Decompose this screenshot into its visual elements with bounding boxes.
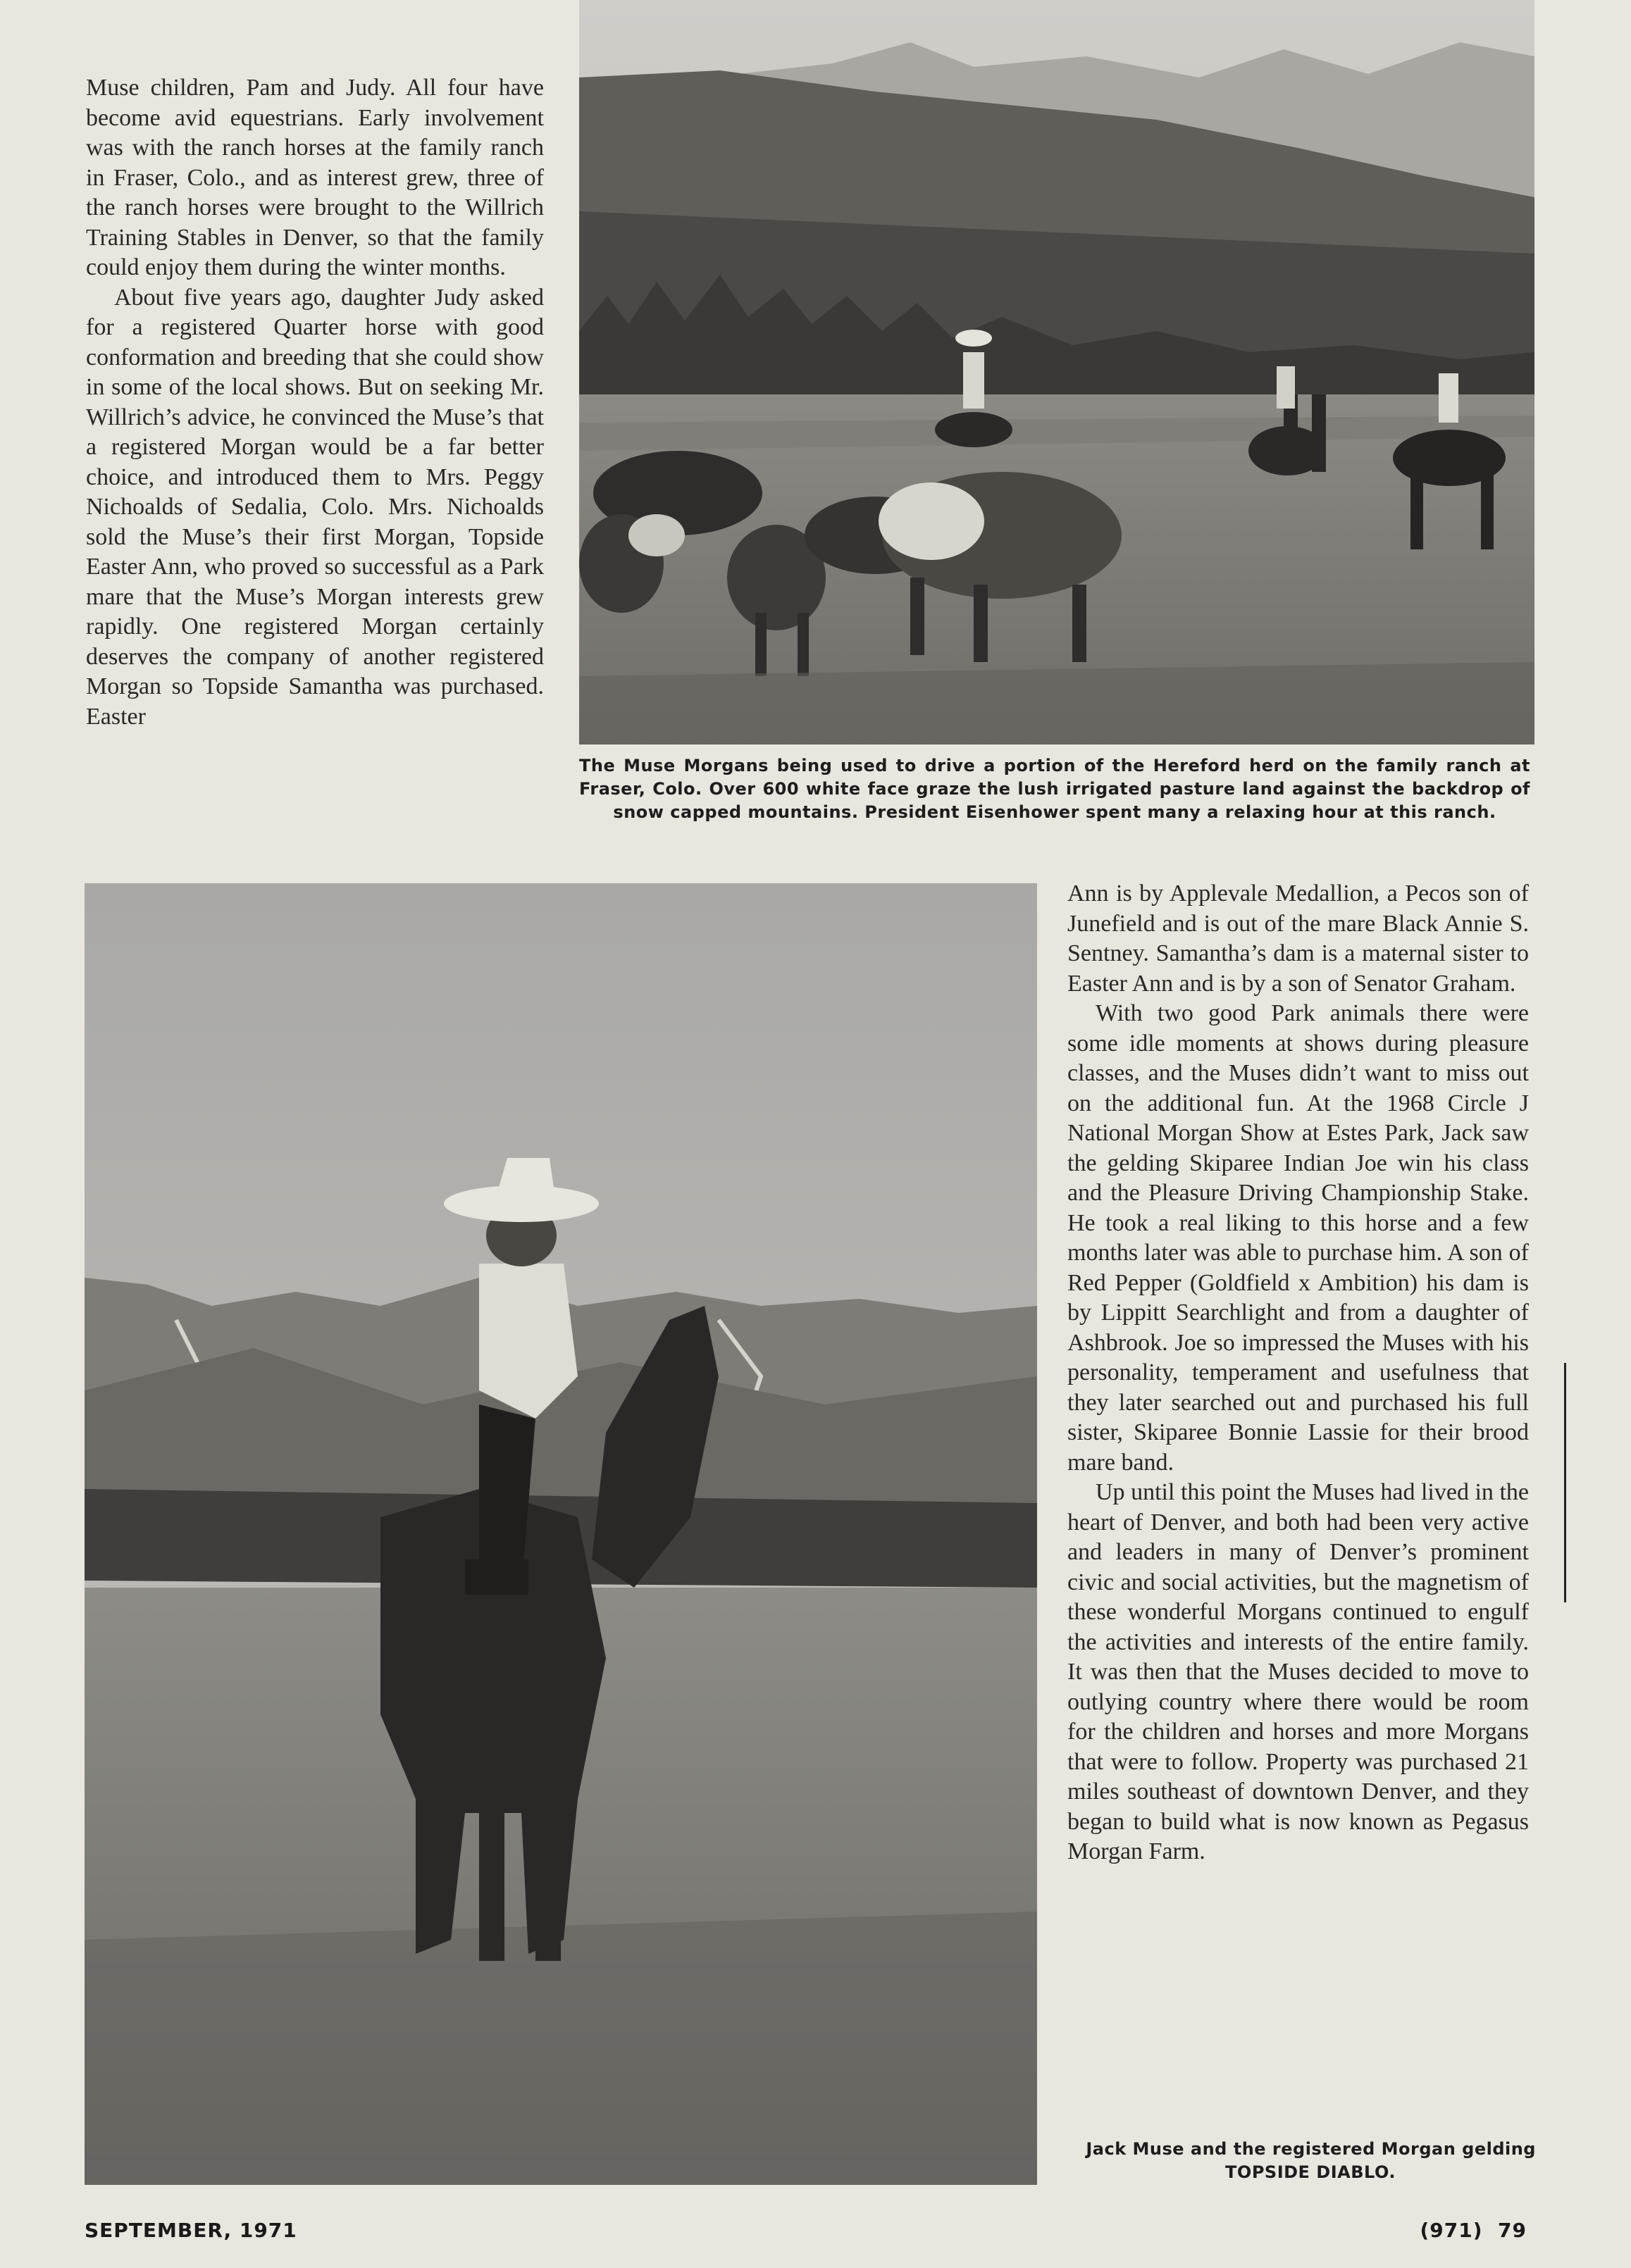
rider-caption-line-2: TOPSIDE DIABLO. xyxy=(1225,2162,1396,2182)
ranch-herd-photo xyxy=(579,0,1534,744)
right-paragraph-3: Up until this point the Muses had lived in the heart of Denver, and both had been very active and leaders in many of Denver’s prominent civic and social activities, but the magnetism of these wonderful Morgans continued to engulf the activities and interests of the entire family. It was then that the Muses decided to move to outlying country where there would be room for the children and horses and more Morgans that were to follow. Property was purchased 21 miles southeast of downtown Denver, and they began to build what is now known as Pegasus Morgan Farm. xyxy=(1067,1479,1529,1864)
right-paragraph-1: Ann is by Applevale Medallion, a Pecos son of Junefield and is out of the mare Black Annie S. Sentney. Samantha’s dam is a maternal sister to Easter Ann and is by a son of Senator Graham. xyxy=(1067,880,1529,997)
rider-horse-photo xyxy=(85,883,1037,2185)
rider-caption-line-1: Jack Muse and the registered Morgan gelding xyxy=(1086,2139,1536,2159)
left-paragraph-1: Muse children, Pam and Judy. All four have become avid equestrians. Early involvement was with the ranch horses at the family ranch in Fraser, Colo., and as interest grew, three of the ranch horses were brought to the Willrich Training Stables in Denver, so that the family could enjoy them during the winter months. xyxy=(86,75,544,280)
ranch-photo-caption: The Muse Morgans being used to drive a portion of the Hereford herd on the family ranch at Fraser, Colo. Over 600 white face graze the lush irrigated pasture land against the backdrop of snow capped mountains. President Eisenhower spent many a relaxing hour at this ranch. xyxy=(579,756,1530,822)
right-text-column xyxy=(1067,879,1529,1867)
rider-photo-caption xyxy=(1057,2138,1536,2184)
left-paragraph-2: About five years ago, daughter Judy asked for a registered Quarter horse with good conformation and breeding that she could show in some of the local shows. But on seeking Mr. Willrich’s advice, he convinced the Muse’s that a registered Morgan would be a far better choice, and introduced them to Mrs. Peggy Nichoalds of Sedalia, Colo. Mrs. Nichoalds sold the Muse’s their first Morgan, Topside Easter Ann, who proved so successful as a Park mare that the Muse’s Morgan interests grew rapidly. One registered Morgan certainly deserves the company of another registered Morgan so Topside Samantha was purchased. Easter xyxy=(86,284,544,730)
page-number: (971) 79 xyxy=(1420,2219,1527,2242)
left-text-column xyxy=(86,73,544,732)
right-paragraph-2: With two good Park animals there were some idle moments at shows during pleasure classes, and the Muses didn’t want to miss out on the additional fun. At the 1968 Circle J National Morgan Show at Estes Park, Jack saw the gelding Skiparee Indian Joe win his class and the Pleasure Driving Championship Stake. He took a real liking to this horse and a few months later was able to purchase him. A son of Red Pepper (Goldfield x Ambition) his dam is by Lippitt Searchlight and from a daughter of Ashbrook. Joe so impressed the Muses with his personality, temperament and usefulness that they later searched out and purchased his full sister, Skiparee Bonnie Lassie for their brood mare band. xyxy=(1067,1000,1529,1476)
margin-pencil-mark xyxy=(1564,1363,1566,1602)
issue-date: SEPTEMBER, 1971 xyxy=(85,2219,297,2242)
